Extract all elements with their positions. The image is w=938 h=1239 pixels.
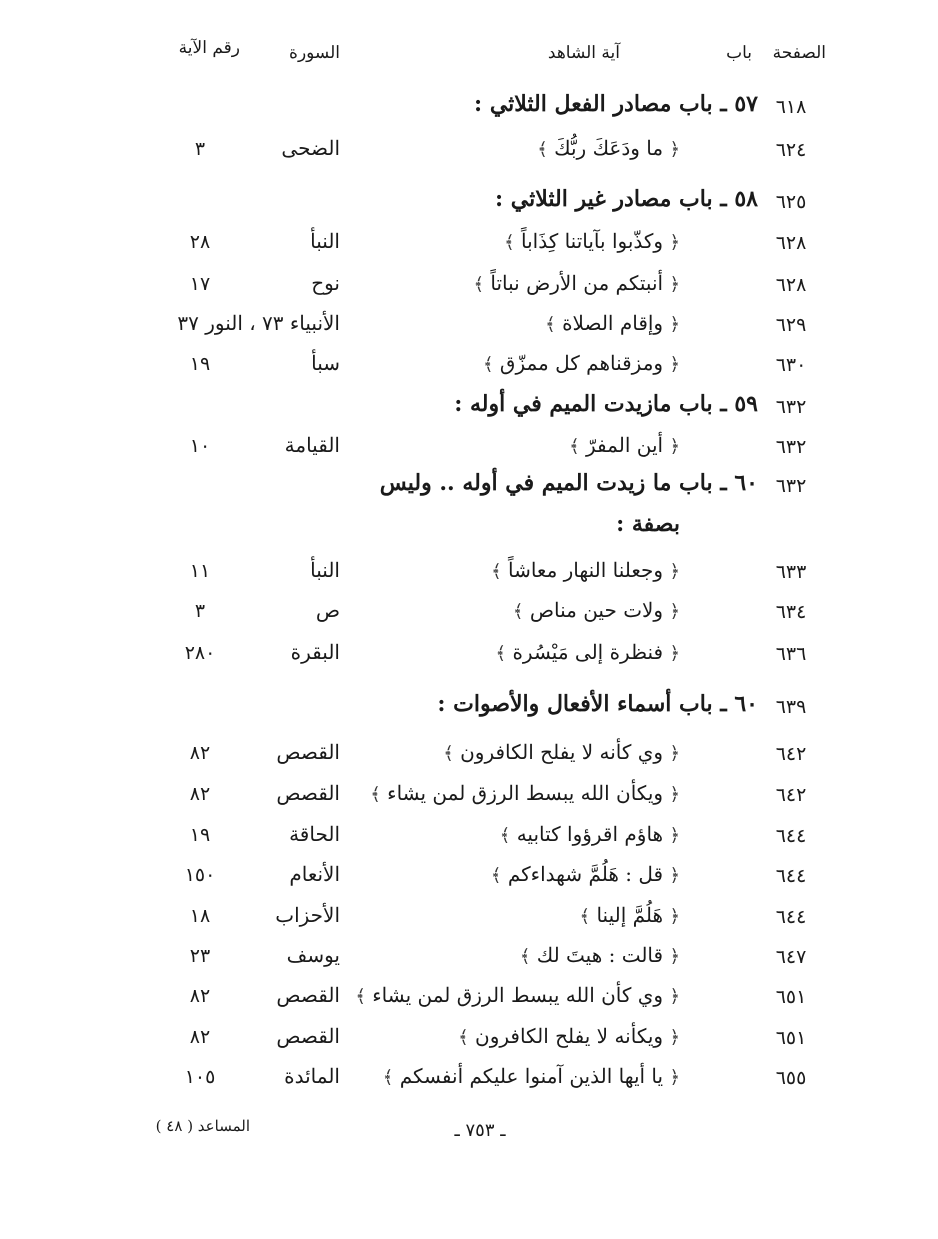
verse-row (0, 857, 938, 897)
verse-row (0, 553, 938, 593)
chapter-row (0, 88, 938, 128)
open-bracket: ﴿ (669, 232, 680, 253)
ayah-number: ١٥٠ (184, 864, 216, 886)
verse-text (383, 1064, 680, 1088)
surah-name: القيامة (284, 433, 340, 457)
verse-text (443, 740, 680, 764)
surah-name: الأنعام (289, 862, 340, 886)
open-bracket: ﴿ (669, 561, 680, 582)
open-bracket: ﴿ (669, 743, 680, 764)
close-bracket: ﴾ (579, 906, 591, 927)
open-bracket: ﴿ (669, 139, 680, 160)
verse-text (580, 903, 680, 927)
verse-row (0, 1059, 938, 1099)
open-bracket: ﴿ (669, 274, 680, 295)
ayah-number: ٨٢ (189, 985, 211, 1007)
verse-words: وكذّبوا بآياتنا كِذَاباً (520, 229, 664, 253)
close-bracket: ﴾ (483, 354, 494, 375)
page-ref: ٦٤٧ (775, 946, 807, 968)
page-ref: ٦٥٥ (775, 1067, 807, 1089)
close-bracket: ﴾ (458, 1027, 469, 1048)
verse-words: أين المفرّ (586, 433, 664, 457)
open-bracket: ﴿ (669, 865, 680, 886)
surah-name: الحاقة (289, 822, 340, 846)
close-bracket: ﴾ (355, 986, 366, 1007)
surah-name: الأنبياء ٧٣ ، النور ٣٧ (177, 311, 340, 335)
verse-row (0, 306, 938, 346)
page-ref: ٦٤٢ (775, 743, 807, 765)
chapter-row (0, 183, 938, 223)
close-bracket: ﴾ (504, 232, 515, 253)
verse-words: قل : هَلُمَّ شهداءكم (507, 862, 664, 886)
ayah-number: ١٠ (189, 435, 211, 457)
page-ref: ٦٣٢ (775, 396, 807, 418)
surah-name: يوسف (286, 943, 340, 967)
open-bracket: ﴿ (669, 946, 680, 967)
page-ref: ٦٢٨ (775, 274, 807, 296)
chapter-title: ٦٠ ـ باب أسماء الأفعال والأصوات : (437, 691, 758, 717)
verse-text (504, 229, 680, 253)
verse-words: يا أيها الذين آمنوا عليكم أنفسكم (399, 1064, 664, 1088)
surah-name: النبأ (310, 229, 340, 253)
chapter-row (0, 388, 938, 428)
page-ref: ٦٤٤ (775, 906, 807, 928)
verse-words: ويكأن الله يبسط الرزق لمن يشاء (387, 781, 664, 805)
surah-name: ص (315, 598, 340, 622)
verse-words: وي كأن الله يبسط الرزق لمن يشاء (372, 983, 664, 1007)
page-ref: ٦٢٩ (775, 314, 807, 336)
verse-words: ومزقناهم كل ممزّق (499, 351, 664, 375)
ayah-number: ٢٨٠ (184, 642, 216, 664)
close-bracket: ﴾ (382, 1067, 394, 1088)
header-chapter-col: باب (726, 43, 752, 63)
chapter-row (0, 688, 938, 728)
verse-row (0, 428, 938, 468)
chapter-title: بصفة : (616, 511, 680, 537)
verse-row (0, 1019, 938, 1059)
open-bracket: ﴿ (669, 436, 680, 457)
verse-text (458, 1024, 680, 1048)
ayah-number: ١٧ (189, 273, 211, 295)
page-ref: ٦٣٦ (775, 643, 807, 665)
close-bracket: ﴾ (495, 643, 507, 664)
header-ayah-num-col: رقم الآية (178, 38, 240, 58)
footer-signature: المساعد ( ٤٨ ) (155, 1117, 250, 1135)
page-ref: ٦١٨ (775, 96, 807, 118)
close-bracket: ﴾ (370, 784, 381, 805)
ayah-number: ٢٨ (189, 231, 211, 253)
open-bracket: ﴿ (669, 601, 680, 622)
open-bracket: ﴿ (669, 906, 680, 927)
close-bracket: ﴾ (499, 825, 511, 846)
verse-row (0, 735, 938, 775)
close-bracket: ﴾ (443, 743, 454, 764)
surah-name: نوح (311, 271, 340, 295)
ayah-number: ٢٣ (189, 945, 211, 967)
page-ref: ٦٣٠ (775, 354, 807, 376)
verse-row (0, 817, 938, 857)
close-bracket: ﴾ (490, 865, 502, 886)
verse-row (0, 266, 938, 306)
surah-name: سبأ (311, 351, 340, 375)
verse-words: ما ودَعَكَ ربُّكَ (554, 136, 664, 160)
surah-name: القصص (276, 983, 340, 1007)
surah-name: القصص (276, 740, 340, 764)
close-bracket: ﴾ (512, 601, 524, 622)
verse-text (483, 351, 680, 375)
verse-row (0, 938, 938, 978)
open-bracket: ﴿ (669, 1027, 680, 1048)
header-page-col: الصفحة (772, 43, 826, 63)
verse-text (370, 781, 680, 805)
surah-name: الأحزاب (275, 903, 340, 927)
chapter-title: ٥٧ ـ باب مصادر الفعل الثلاثي : (474, 91, 758, 117)
ayah-number: ١٩ (189, 353, 211, 375)
page-ref: ٦٢٨ (775, 232, 807, 254)
open-bracket: ﴿ (669, 1067, 680, 1088)
verse-words: ولات حين مناص (529, 598, 664, 622)
page-ref: ٦٥١ (775, 1027, 807, 1049)
verse-text (537, 136, 680, 160)
verse-text (500, 822, 680, 846)
verse-row (0, 776, 938, 816)
close-bracket: ﴾ (491, 561, 502, 582)
open-bracket: ﴿ (669, 825, 680, 846)
open-bracket: ﴿ (669, 314, 680, 335)
page-ref: ٦٥١ (775, 986, 807, 1008)
verse-words: فنظرة إلى مَيْسُرة (512, 640, 664, 664)
chapter-row (0, 467, 938, 507)
verse-row (0, 898, 938, 938)
close-bracket: ﴾ (519, 946, 531, 967)
verse-words: ويكأنه لا يفلح الكافرون (475, 1024, 664, 1048)
verse-text (496, 640, 680, 664)
page-ref: ٦٣٢ (775, 436, 807, 458)
ayah-number: ٨٢ (189, 783, 211, 805)
verse-text (491, 558, 680, 582)
verse-row (0, 346, 938, 386)
ayah-number: ١٠٥ (184, 1066, 216, 1088)
header-surah-col: السورة (289, 43, 340, 63)
surah-name: القصص (276, 1024, 340, 1048)
verse-words: وي كأنه لا يفلح الكافرون (460, 740, 664, 764)
open-bracket: ﴿ (669, 354, 680, 375)
surah-name: البقرة (290, 640, 340, 664)
ayah-number: ٨٢ (189, 742, 211, 764)
header-verse-col: آية الشاهد (547, 43, 620, 63)
verse-words: قالت : هيتَ لك (536, 943, 664, 967)
page-ref: ٦٣٢ (775, 475, 807, 497)
page-ref: ٦٤٤ (775, 865, 807, 887)
verse-text (513, 598, 680, 622)
ayah-number: ٣ (194, 138, 206, 160)
open-bracket: ﴿ (669, 986, 680, 1007)
verse-words: وإقام الصلاة (562, 311, 664, 335)
verse-text (520, 943, 680, 967)
ayah-number: ١٨ (189, 905, 211, 927)
verse-words: هَلُمَّ إلينا (596, 903, 664, 927)
verse-text (473, 271, 680, 295)
page-ref: ٦٤٢ (775, 784, 807, 806)
surah-name: القصص (276, 781, 340, 805)
chapter-row (0, 508, 938, 548)
surah-name: المائدة (284, 1064, 340, 1088)
page-number: ـ ٧٥٣ ـ (454, 1120, 506, 1141)
page-ref: ٦٣٩ (775, 696, 807, 718)
verse-row (0, 224, 938, 264)
close-bracket: ﴾ (545, 314, 556, 335)
ayah-number: ١١ (189, 560, 211, 582)
chapter-title: ٥٩ ـ باب مازيدت الميم في أوله : (454, 391, 758, 417)
verse-row (0, 131, 938, 171)
verse-row (0, 593, 938, 633)
open-bracket: ﴿ (669, 643, 680, 664)
close-bracket: ﴾ (537, 139, 548, 160)
ayah-number: ٨٢ (189, 1026, 211, 1048)
page-ref: ٦٣٤ (775, 601, 807, 623)
verse-text (355, 983, 680, 1007)
verse-text (545, 311, 680, 335)
open-bracket: ﴿ (669, 784, 680, 805)
page-ref: ٦٣٣ (775, 561, 807, 583)
verse-text (491, 862, 680, 886)
close-bracket: ﴾ (473, 274, 485, 295)
verse-text (569, 433, 680, 457)
page-ref: ٦٢٥ (775, 191, 807, 213)
page-ref: ٦٢٤ (775, 139, 807, 161)
chapter-title: ٥٨ ـ باب مصادر غير الثلاثي : (494, 186, 758, 212)
ayah-number: ٣ (194, 600, 206, 622)
surah-name: الضحى (281, 136, 340, 160)
ayah-number: ١٩ (189, 824, 211, 846)
verse-row (0, 978, 938, 1018)
chapter-title: ٦٠ ـ باب ما زيدت الميم في أوله .. وليس (379, 470, 758, 496)
verse-words: أنبتكم من الأرض نباتاً (490, 271, 664, 295)
verse-row (0, 635, 938, 675)
close-bracket: ﴾ (569, 436, 580, 457)
page-ref: ٦٤٤ (775, 825, 807, 847)
verse-words: هاؤم اقرؤوا كتابيه (516, 822, 664, 846)
surah-name: النبأ (310, 558, 340, 582)
verse-words: وجعلنا النهار معاشاً (507, 558, 664, 582)
